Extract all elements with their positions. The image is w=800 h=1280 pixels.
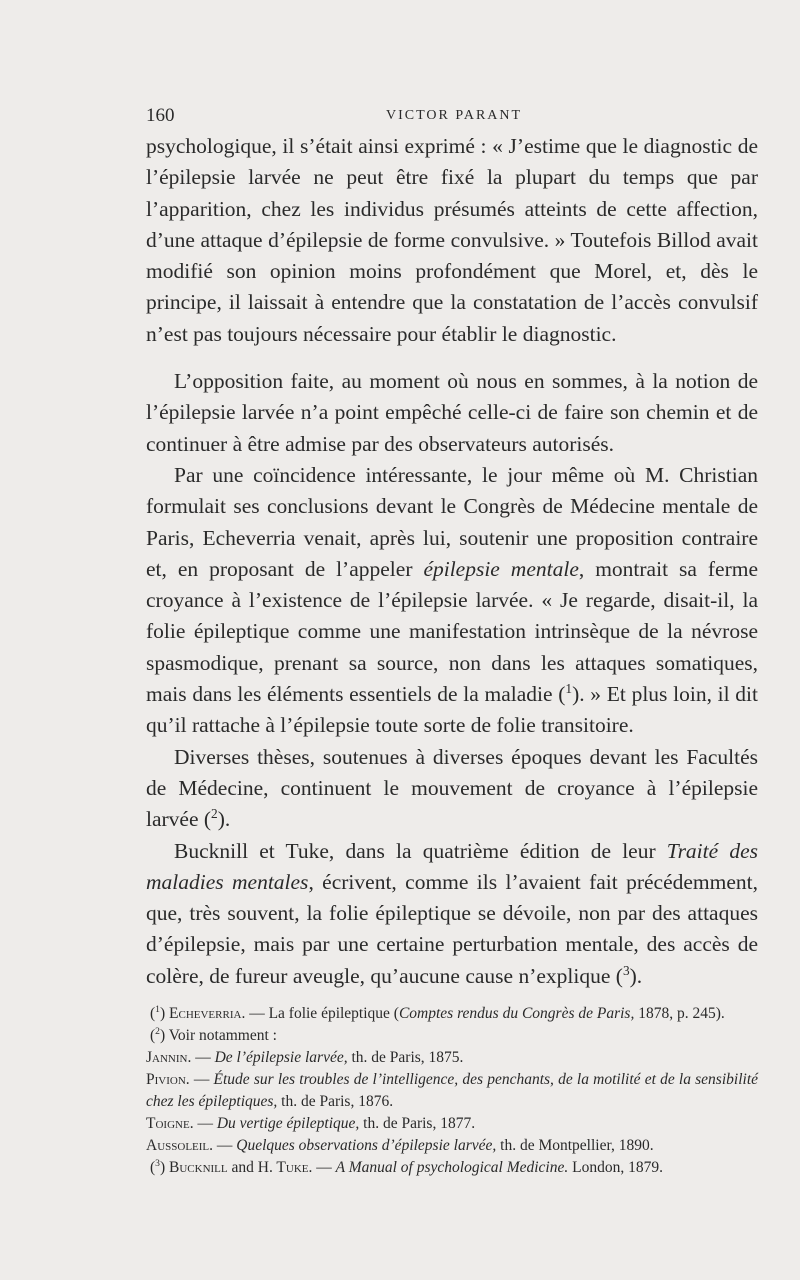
- paragraph-2: L’opposition faite, au moment où nous en sommes, à la notion de l’épilepsie larvée n’a point empêché celle-ci de faire son chemin et de continuer à être admise par des observateurs autorisés.: [146, 369, 758, 456]
- footnote-ref-2[interactable]: 2: [211, 806, 218, 822]
- footnote-ref-3[interactable]: 3: [622, 962, 630, 978]
- footnote-ref-1[interactable]: 1: [565, 680, 573, 696]
- footnote-3: ($^3$) Bucknill and H. Tuke. — A Manual of psychological Medicine. London, 1879.: [150, 1157, 663, 1176]
- page-number: 160: [146, 105, 175, 126]
- reference-item: Toigne. — Du vertige épileptique, th. de Paris, 1877.: [146, 1115, 476, 1132]
- term-epilepsie-mentale: épilepsie mentale: [423, 556, 579, 581]
- paragraph-5: Bucknill et Tuke, dans la quatrième édition de leur Traité des maladies mentales, écrivent, comme ils l’avaient fait précédemment, que, très souvent, la folie épileptique se dévoile, non par des attaques d’épilepsie, mais par une certaine perturbation mentale, des accès de colère, de fureur aveugle, qu’aucune cause n’explique ($^3$).: [146, 838, 759, 988]
- running-head: VICTOR PARANT: [386, 108, 523, 123]
- page-header: [146, 105, 746, 129]
- paragraph-1: psychologique, il s’était ainsi exprimé : « J’estime que le diagnostic de l’épilepsie larvée ne peut être fixé la plupart du temps que par l’apparition, chez les individus présumés atteints de cette affection, d’une attaque d’épilepsie de forme convulsive. » Toutefois Billod avait modifié son opinion moins profondément que Morel, et, dès le principe, il laissait à entendre que la constatation de l’accès convulsif n’est pas toujours nécessaire pour établir le diagnostic.: [146, 134, 758, 346]
- reference-item: Aussoleil. — Quelques observations d’épilepsie larvée, th. de Montpellier, 1890.: [146, 1137, 654, 1154]
- reference-item: Pivion. — Étude sur les troubles de l’intelligence, des penchants, de la motilité et de la sensibilité chez les épileptiques, th. de Paris, 1876.: [146, 1071, 758, 1110]
- paragraph-3: Par une coïncidence intéressante, le jour même où M. Christian formulait ses conclusions devant le Congrès de Médecine mentale de Paris, Echeverria venait, après lui, soutenir une proposition contraire et, en proposant de l’appeler épilepsie mentale, montrait sa ferme croyance à l’existence de l’épilepsie larvée. « Je regarde, disait-il, la folie épileptique comme une manifestation intrinsèque de la névrose spasmodique, prenant sa source, non dans les attaques somatiques, mais dans les éléments essentiels de la maladie ($^1$). » Et plus loin, il dit qu’il rattache à l’épilepsie toute sorte de folie transitoire.: [146, 462, 758, 738]
- body-text: [146, 131, 758, 992]
- book-title-traite: Traité des maladies mentales: [146, 838, 758, 894]
- paragraph-4: Diverses thèses, soutenues à diverses époques devant les Facultés de Médecine, continuent le mouvement de croyance à l’épilepsie larvée ($^2$).: [146, 744, 758, 832]
- footnote-2: ($^2$) Voir notamment :: [150, 1025, 277, 1044]
- footnotes: [146, 1003, 758, 1179]
- reference-item: Jannin. — De l’épilepsie larvée, th. de Paris, 1875.: [146, 1049, 464, 1066]
- footnote-1: ($^1$) Echeverria. — La folie épileptique (Comptes rendus du Congrès de Paris, 1878, p. 245).: [150, 1003, 725, 1022]
